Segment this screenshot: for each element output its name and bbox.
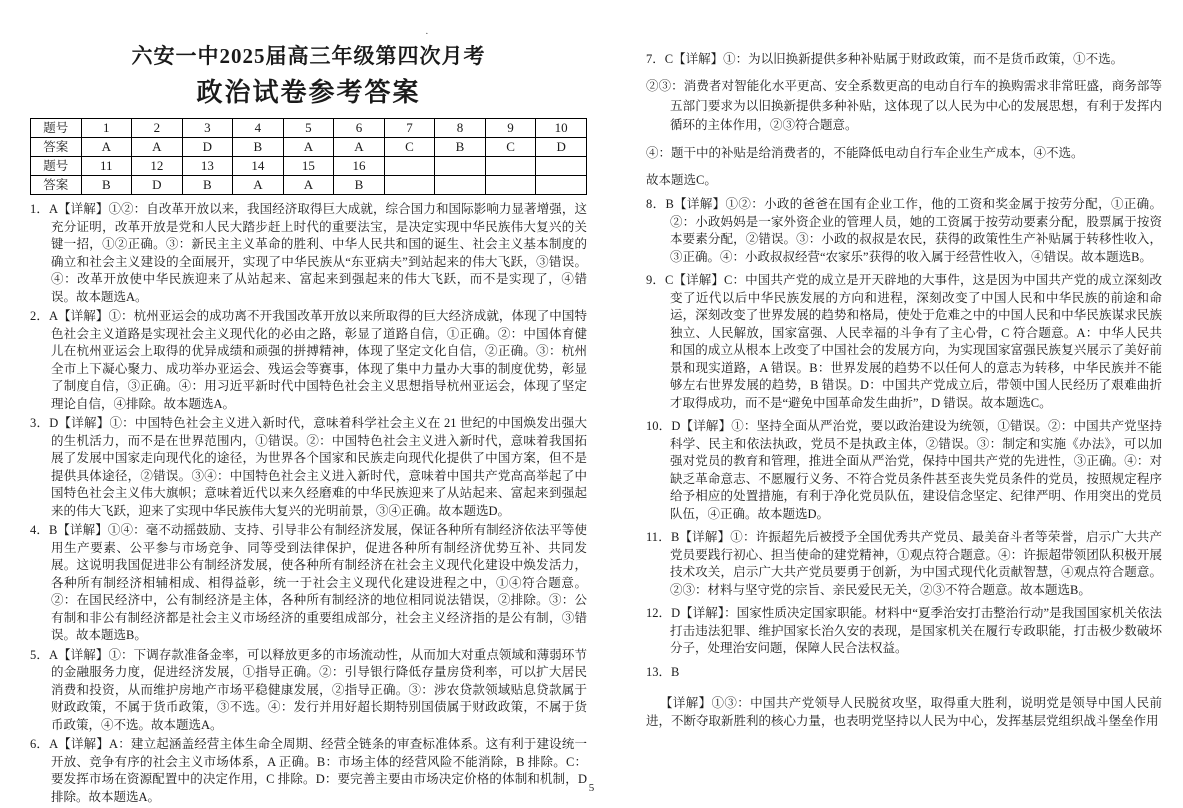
explanation-paragraph: 8．B【详解】①②：小政的爸爸在国有企业工作，他的工资和奖金属于按劳分配，①正确。②：小政妈妈是一家外资企业的管理人员，她的工资属于按劳动要素分配，股票属于按资本要素分配，②错误。③：小政的叔叔是农民，获得的政策性生产补贴属于转移性收入，③正确。④：小政叔叔经营“农家乐”获得的收入属于经营性收入，④错误。故本题选B。 xyxy=(646,197,1162,264)
answer-table-row xyxy=(31,176,587,195)
answer-cell: 5 xyxy=(283,119,334,138)
answer-cell: 14 xyxy=(233,157,284,176)
left-column xyxy=(30,40,587,808)
answer-cell: 16 xyxy=(334,157,385,176)
right-explanations xyxy=(646,50,1162,730)
exam-title: 六安一中2025届高三年级第四次月考 xyxy=(131,44,486,68)
explanation-paragraph: 【详解】①③：中国共产党领导人民脱贫攻坚，取得重大胜利，说明党是领导中国人民前进，不断夺取新胜利的核心力量，也表明党坚持以人民为中心，发挥基层党组织战斗堡垒作用 xyxy=(646,696,1162,728)
answer-cell xyxy=(536,157,587,176)
answer-cell: B xyxy=(435,138,486,157)
answer-table-row xyxy=(31,157,587,176)
explanation-paragraph: ④：题干中的补贴是给消费者的，不能降低电动自行车企业生产成本，④不选。 xyxy=(646,145,1084,160)
answer-key-table-body xyxy=(31,119,587,195)
answer-cell: D xyxy=(182,138,233,157)
answer-cell: A xyxy=(283,138,334,157)
explanation-item xyxy=(646,418,1162,523)
answer-cell: 13 xyxy=(182,157,233,176)
explanation-paragraph: 6．A【详解】A：建立起涵盖经营主体生命全周期、经营全链条的审查标准体系。这有利于建设统一开放、竞争有序的社会主义市场体系，A 正确。B：市场主体的经营风险不能消除，B 排除。C：要发挥市场在资源配置中的决定作用，C 排除。D：要完善主要由市场决定价格的体制和机制，D 排除。故本题选A。 xyxy=(30,737,587,804)
answer-cell xyxy=(435,176,486,195)
answer-cell xyxy=(485,157,536,176)
explanation-paragraph: 7．C【详解】①：为以旧换新提供多种补贴属于财政政策，而不是货币政策，①不选。 xyxy=(646,52,1124,66)
answer-cell: 15 xyxy=(283,157,334,176)
explanation-paragraph: 1．A【详解】①②：自改革开放以来，我国经济取得巨大成就，综合国力和国际影响力显著增强，这充分证明，改革开放是党和人民大踏步赶上时代的重要法宝，是决定实现中华民族伟大复兴的关键一招，①②正确。③：新民主主义革命的胜利、中华人民共和国的诞生、社会主义基本制度的确立和社会主义建设的全面展开，实现了中华民族从“东亚病夫”到站起来的伟大飞跃，③错误。④：改革开放使中华民族迎来了从站起来、富起来到强起来的伟大飞跃，而不是实现了，④错误。故本题选A。 xyxy=(30,202,587,304)
explanation-paragraph: 故本题选C。 xyxy=(646,172,717,187)
answer-cell xyxy=(435,157,486,176)
answer-cell: B xyxy=(233,138,284,157)
explanation-item xyxy=(30,736,587,806)
answer-cell: 1 xyxy=(81,119,132,138)
explanation-item xyxy=(646,529,1162,599)
explanation-item xyxy=(646,695,1162,730)
answer-cell: 10 xyxy=(536,119,587,138)
answer-cell: 4 xyxy=(233,119,284,138)
answer-cell: 3 xyxy=(182,119,233,138)
answer-cell xyxy=(536,176,587,195)
answer-cell: 11 xyxy=(81,157,132,176)
answer-cell xyxy=(384,157,435,176)
right-column xyxy=(646,44,1162,736)
answer-cell: 7 xyxy=(384,119,435,138)
answer-table-row xyxy=(31,119,587,138)
answer-cell: B xyxy=(182,176,233,195)
explanation-paragraph: 2．A【详解】①：杭州亚运会的成功离不开我国改革开放以来所取得的巨大经济成就，体现了中国特色社会主义道路是实现社会主义现代化的必由之路，彰显了道路自信，①正确。②：中国体育健儿在杭州亚运会上取得的优异成绩和顽强的拼搏精神，体现了坚定文化自信，②正确。③：杭州全市上下凝心聚力、成功举办亚运会、残运会等赛事，体现了集中力量办大事的制度优势，彰显了制度自信，③正确。④：用习近平新时代中国特色社会主义思想指导杭州亚运会，体现了坚定理论自信，④排除。故本题选A。 xyxy=(30,309,587,411)
answer-cell: 9 xyxy=(485,119,536,138)
answer-cell xyxy=(384,176,435,195)
row-header-cell: 答案 xyxy=(31,138,82,157)
explanation-paragraph: 10．D【详解】①：坚持全面从严治党，要以政治建设为统领，①错误。②：中国共产党坚持科学、民主和依法执政，党员不是执政主体，②错误。③：制定和实施《办法》，可以加强对党员的教育和管理，推进全面从严治党，保持中国共产党的先进性，③正确。④：对缺乏革命意志、不愿履行义务、不符合党员条件甚至丧失党员条件的党员，按照规定程序给予相应的处置措施，有利于净化党员队伍，建设信念坚定、纪律严明、作用突出的党员队伍，④正确。故本题选D。 xyxy=(646,419,1162,521)
answer-cell: 8 xyxy=(435,119,486,138)
page-number: 5 xyxy=(588,782,595,794)
answer-cell: C xyxy=(485,138,536,157)
answer-table-row xyxy=(31,138,587,157)
answer-cell: 12 xyxy=(132,157,183,176)
left-explanations xyxy=(30,201,587,806)
row-header-cell: 题号 xyxy=(31,157,82,176)
explanation-item xyxy=(646,196,1162,266)
explanation-item xyxy=(30,522,587,645)
explanation-item xyxy=(30,201,587,306)
answer-cell: D xyxy=(132,176,183,195)
stray-mark: · xyxy=(425,28,429,40)
answer-cell: A xyxy=(334,138,385,157)
answer-cell: B xyxy=(81,176,132,195)
answer-cell xyxy=(485,176,536,195)
answer-cell: B xyxy=(334,176,385,195)
answer-cell: 2 xyxy=(132,119,183,138)
row-header-cell: 答案 xyxy=(31,176,82,195)
row-header-cell: 题号 xyxy=(31,119,82,138)
explanation-item xyxy=(30,647,587,735)
explanation-paragraph: 13．B xyxy=(646,664,680,679)
explanation-paragraph: 11．B【详解】①：许振超先后被授予全国优秀共产党员、最美奋斗者等荣誉，启示广大共产党员要践行初心、担当使命的建党精神，①观点符合题意。④：许振超带领团队积极开展技术攻关，启示广大共产党员要勇于创新，为中国式现代化贡献智慧，④观点符合题意。②③：材料与坚守党的宗旨、亲民爱民无关，②③不符合题意。故本题选B。 xyxy=(646,530,1162,597)
answer-cell: C xyxy=(384,138,435,157)
explanation-item xyxy=(30,308,587,413)
answer-cell: A xyxy=(81,138,132,157)
answer-cell: D xyxy=(536,138,587,157)
explanation-paragraph: 4．B【详解】①④：毫不动摇鼓励、支持、引导非公有制经济发展，保证各种所有制经济依法平等使用生产要素、公平参与市场竞争、同等受到法律保护，促进各种所有制经济优势互补、共同发展。这说明我国促进非公有制经济发展，使各种所有制经济在社会主义现代化建设中焕发活力，各种所有制经济相辅相成、相得益彰，统一于社会主义现代化建设进程之中，①④符合题意。②：在国民经济中，公有制经济是主体，各种所有制经济的地位相同说法错误，②排除。③：公有制和非公有制经济都是社会主义市场经济的重要组成部分，社会主义经济指的是公有制，③错误。故本题选B。 xyxy=(30,523,587,642)
answer-cell: A xyxy=(132,138,183,157)
explanation-item xyxy=(646,272,1162,412)
explanation-paragraph: 3．D【详解】①：中国特色社会主义进入新时代，意味着科学社会主义在 21 世纪的中国焕发出强大的生机活力，而不是在世界范围内，①错误。②：中国特色社会主义进入新时代，意味着我国拓展了发展中国家走向现代化的途径，为世界各个国家和民族走向现代化提供了中国方案，但不是提供具体途径，②错误。③④：中国特色社会主义进入新时代，意味着中国共产党高高举起了中国特色社会主义伟大旗帜；意味着近代以来久经磨难的中华民族迎来了从站起来、富起来到强起来的伟大飞跃，迎来了实现中华民族伟大复兴的光明前景，③④正确。故本题选D。 xyxy=(30,416,587,518)
answer-cell: A xyxy=(233,176,284,195)
explanation-paragraph: 12．D【详解】：国家性质决定国家职能。材料中“夏季治安打击整治行动”是我国国家机关依法打击违法犯罪、维护国家长治久安的表现，是国家机关在履行专政职能，打击极少数破坏分子，处理治安问题，保障人民合法权益。 xyxy=(646,606,1162,656)
explanation-item xyxy=(646,605,1162,658)
explanation-item xyxy=(646,664,1162,682)
explanation-paragraph: 5．A【详解】①：下调存款准备金率，可以释放更多的市场流动性，从而加大对重点领域和薄弱环节的金融服务力度，促进经济发展，①指导正确。②：引导银行降低存量房贷利率，可以扩大居民消费和投资，从而维护房地产市场平稳健康发展，②指导正确。③：涉农贷款领域贴息贷款属于财政政策，不属于货币政策，③不选。④：发行并用好超长期特别国债属于财政政策，不属于货币政策，④不选。故本题选A。 xyxy=(30,647,587,732)
explanation-paragraph: 9．C【详解】C：中国共产党的成立是开天辟地的大事件，这是因为中国共产党的成立深刻改变了近代以后中华民族发展的方向和进程，深刻改变了中国人民和中华民族的前途和命运，深刻改变了世界发展的趋势和格局，使处于危难之中的中国人民和中华民族谋求民族独立、人民解放，国家富强、人民幸福的斗争有了主心骨，C 符合题意。A：中华人民共和国的成立从根本上改变了中国社会的发展方向，为实现国家富强民族复兴展示了美好前景和现实道路，A 错误。B：世界发展的趋势不以任何人的意志为转移，中华民族并不能够左右世界发展的趋势，B 错误。D：中国共产党成立后，带领中国人民经历了艰难曲折才取得成功，而不是“避免中国革命发生曲折”，D 错误。故本题选C。 xyxy=(646,273,1162,410)
answer-cell: 6 xyxy=(334,119,385,138)
explanation-item xyxy=(646,50,1162,190)
answers-subtitle: 政治试卷参考答案 xyxy=(196,78,421,107)
answer-key-table xyxy=(30,118,587,195)
explanation-item xyxy=(30,415,587,520)
explanation-paragraph: ②③：消费者对智能化水平更高、安全系数更高的电动自行车的换购需求非常旺盛，商务部等五部门要求为以旧换新提供多种补贴，这体现了以人民为中心的发展思想，有利于发挥内循环的主体作用，②③符合题意。 xyxy=(646,79,1162,133)
answer-cell: A xyxy=(283,176,334,195)
